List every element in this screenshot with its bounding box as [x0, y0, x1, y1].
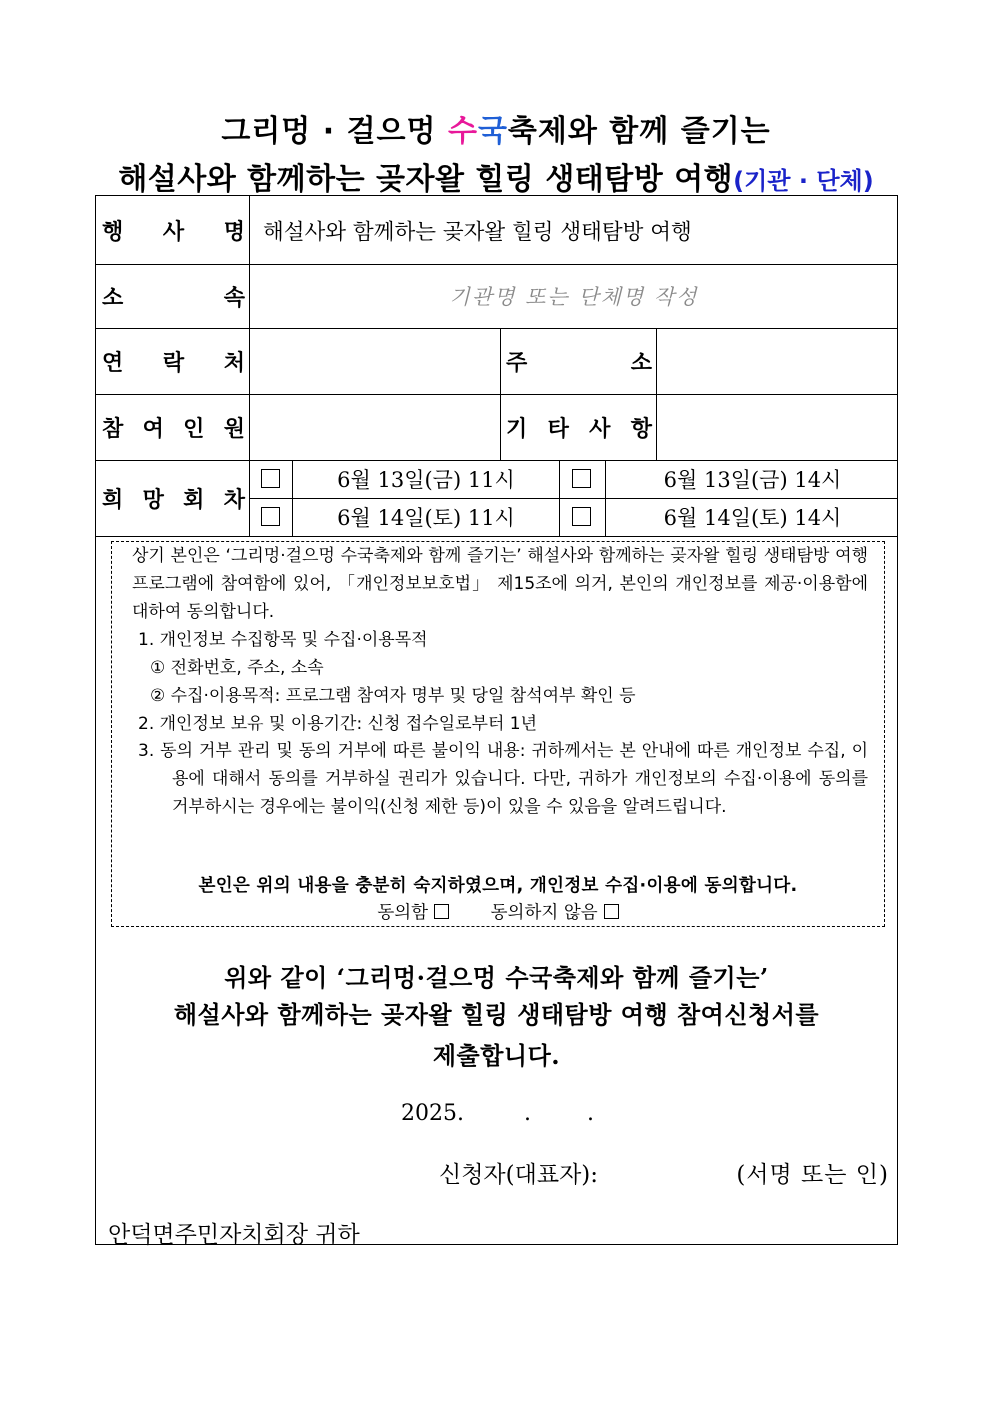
submission-date	[401, 1101, 594, 1126]
page-title-line1	[0, 106, 992, 150]
etc-label	[500, 394, 656, 460]
agree-option[interactable]	[377, 899, 449, 927]
event-name-value: 해설사와 함께하는 곶자왈 힐링 생태탐방 여행	[263, 219, 692, 245]
label-char: 사	[589, 415, 611, 442]
consent-item-1: 1. 개인정보 수집항목 및 수집·이용목적	[138, 630, 428, 650]
session-label	[96, 460, 249, 536]
participants-field[interactable]	[250, 394, 500, 460]
applicant-label: 신청자(대표자):	[439, 1162, 599, 1188]
label-char: 기	[506, 415, 528, 442]
declaration-line3: 제출합니다.	[432, 1041, 561, 1070]
title-sub: (기관 · 단체)	[733, 167, 874, 195]
label-char: 항	[630, 415, 652, 442]
label-char: 여	[142, 415, 164, 442]
recipient: 안덕면주민자치회장 귀하	[108, 1222, 360, 1248]
title-highlight-blue: 국	[477, 114, 508, 149]
declaration-line1: 위와 같이 ‘그리멍·걸으멍 수국축제와 함께 즐기는’	[224, 963, 769, 992]
label-char: 망	[142, 486, 164, 513]
agree-label: 동의함	[377, 903, 429, 923]
date-day-dot: .	[586, 1101, 594, 1126]
label-char: 차	[223, 486, 245, 513]
label-char: 희	[102, 486, 124, 513]
privacy-consent-box	[111, 541, 885, 927]
event-name-label	[96, 196, 249, 264]
consent-item-2: 2. 개인정보 보유 및 이용기간: 신청 접수일로부터 1년	[138, 714, 538, 734]
session-option-1: 6월 13일(금) 11시	[337, 468, 515, 492]
address-field[interactable]	[657, 328, 897, 394]
label-char: 주	[506, 349, 528, 376]
session-option-4: 6월 14일(토) 14시	[663, 506, 842, 530]
title-main: 해설사와 함께하는 곶자왈 힐링 생태탐방 여행	[118, 162, 734, 197]
title-text-a: 그리멍 · 걸으멍	[221, 114, 448, 149]
label-char: 원	[223, 415, 245, 442]
date-year: 2025.	[401, 1101, 464, 1126]
agree-checkbox[interactable]	[434, 904, 449, 919]
contact-field[interactable]	[250, 328, 500, 394]
col-divider	[559, 460, 560, 536]
date-month-dot: .	[523, 1101, 531, 1126]
disagree-option[interactable]	[491, 899, 619, 927]
label-char: 인	[183, 415, 205, 442]
affiliation-field[interactable]: 기관명 또는 단체명 작성	[449, 285, 699, 309]
label-char: 참	[102, 415, 124, 442]
session-option-3: 6월 14일(토) 11시	[337, 506, 515, 530]
consent-item-1a: ① 전화번호, 주소, 소속	[150, 658, 324, 678]
address-label	[500, 328, 656, 394]
title-highlight-pink: 수	[447, 114, 478, 149]
label-char: 회	[183, 486, 205, 513]
etc-field[interactable]	[657, 394, 897, 460]
label-char: 속	[223, 284, 245, 311]
page-title-line2	[0, 154, 992, 198]
label-char: 명	[223, 218, 245, 245]
consent-choice-row	[112, 899, 884, 927]
label-char: 행	[102, 218, 124, 245]
participants-label	[96, 394, 249, 460]
label-char: 처	[223, 349, 245, 376]
affiliation-label	[96, 264, 249, 328]
label-char: 락	[162, 349, 185, 376]
application-form	[95, 195, 898, 1248]
label-char: 소	[630, 349, 652, 376]
disagree-label: 동의하지 않음	[490, 903, 598, 923]
consent-statement: 본인은 위의 내용을 충분히 숙지하였으며, 개인정보 수집·이용에 동의합니다.	[198, 876, 798, 896]
row-divider	[96, 536, 897, 537]
session-option-2: 6월 13일(금) 14시	[663, 468, 842, 492]
session-checkbox-4[interactable]	[572, 507, 591, 526]
declaration-line2: 해설사와 함께하는 곶자왈 힐링 생태탐방 여행 참여신청서를	[173, 1000, 820, 1029]
signature-label: (서명 또는 인)	[736, 1162, 889, 1188]
label-char: 소	[102, 284, 124, 311]
disagree-checkbox[interactable]	[604, 904, 619, 919]
consent-item-3-text: 3. 동의 거부 관리 및 동의 거부에 따른 불이익 내용: 귀하께서는 본 안내에 따른 개인정보 수집, 이용에 대해서 동의를 거부하실 권리가 있습니다. 다만, 귀하가 개인정보의 수집·이용에 동의를 거부하시는 경우에는 불이익(신청 제한 등)이 있을 수 있음을 알려드립니다.	[138, 741, 868, 817]
title-text-b: 축제와 함께 즐기는	[507, 114, 771, 149]
consent-intro: 상기 본인은 ‘그리멍·걸으멍 수국축제와 함께 즐기는’ 해설사와 함께하는 곶자왈 힐링 생태탐방 여행 프로그램에 참여함에 있어, 「개인정보보호법」 제15조에 의거, 본인의 개인정보를 제공·이용함에 대하여 동의합니다.	[132, 546, 868, 622]
contact-label	[96, 328, 249, 394]
session-checkbox-2[interactable]	[572, 469, 591, 488]
session-checkbox-1[interactable]	[261, 469, 280, 488]
consent-item-1b: ② 수집·이용목적: 프로그램 참여자 명부 및 당일 참석여부 확인 등	[150, 686, 636, 706]
session-checkbox-3[interactable]	[261, 507, 280, 526]
label-char: 타	[547, 415, 569, 442]
label-char: 사	[162, 218, 185, 245]
label-char: 연	[102, 349, 124, 376]
consent-item-3	[138, 737, 868, 821]
